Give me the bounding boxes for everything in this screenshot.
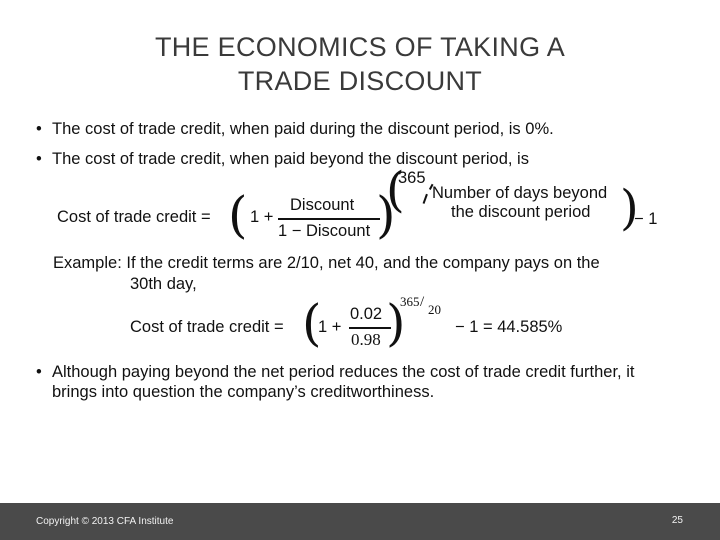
exp-right-paren: ) bbox=[620, 180, 639, 236]
bullet-marker: • bbox=[36, 150, 42, 168]
example-exp-numerator: 365 bbox=[400, 294, 420, 309]
formula-lhs: Cost of trade credit = bbox=[57, 208, 211, 226]
bullet-text: The cost of trade credit, when paid during the discount period, is 0%. bbox=[52, 120, 554, 138]
example-numerator: 0.02 bbox=[350, 305, 383, 323]
exp-left-paren: ( bbox=[386, 162, 405, 218]
exponent-denominator-line-2: the discount period bbox=[451, 203, 591, 221]
copyright-text: Copyright © 2013 CFA Institute bbox=[36, 516, 174, 527]
example-denominator: 0.98 bbox=[351, 330, 381, 349]
example-left-paren: ( bbox=[302, 294, 322, 352]
formula-one-plus: 1 + bbox=[250, 208, 274, 226]
formula-minus-one: − 1 bbox=[634, 210, 658, 228]
exponent-slash-2 bbox=[423, 194, 428, 204]
bullet-text: Although paying beyond the net period reduces the cost of trade credit further, it brings into question the company’s creditworthiness. bbox=[52, 363, 635, 401]
example-lhs: Cost of trade credit = bbox=[130, 318, 284, 336]
fraction-bar bbox=[278, 218, 380, 220]
right-paren: ) bbox=[376, 186, 396, 244]
bullet-marker: • bbox=[36, 120, 42, 138]
bullet-marker: • bbox=[36, 363, 42, 381]
slide-title bbox=[0, 30, 720, 98]
title-line-1: THE ECONOMICS OF TAKING A bbox=[154, 32, 566, 62]
formula-denominator: 1 − Discount bbox=[278, 222, 371, 240]
example-line-2: 30th day, bbox=[130, 275, 197, 293]
bullet-text: The cost of trade credit, when paid beyond the discount period, is bbox=[52, 150, 529, 168]
example-line-1: Example: If the credit terms are 2/10, net 40, and the company pays on the bbox=[53, 254, 600, 272]
left-paren: ( bbox=[228, 186, 248, 244]
formula-numerator: Discount bbox=[290, 196, 355, 214]
example-right-paren: ) bbox=[386, 294, 406, 352]
exponent-denominator-line-1: Number of days beyond bbox=[432, 184, 608, 202]
example-one-plus: 1 + bbox=[318, 318, 342, 336]
example-fraction-bar bbox=[349, 327, 391, 329]
footer-bar bbox=[0, 503, 720, 540]
example-result: − 1 = 44.585% bbox=[455, 318, 563, 336]
example-exp-denominator: 20 bbox=[428, 302, 441, 317]
title-line-2: TRADE DISCOUNT bbox=[237, 66, 483, 96]
example-exp-slash: / bbox=[420, 294, 425, 310]
exponent-numerator: 365 bbox=[398, 169, 426, 187]
page-number: 25 bbox=[671, 515, 683, 526]
